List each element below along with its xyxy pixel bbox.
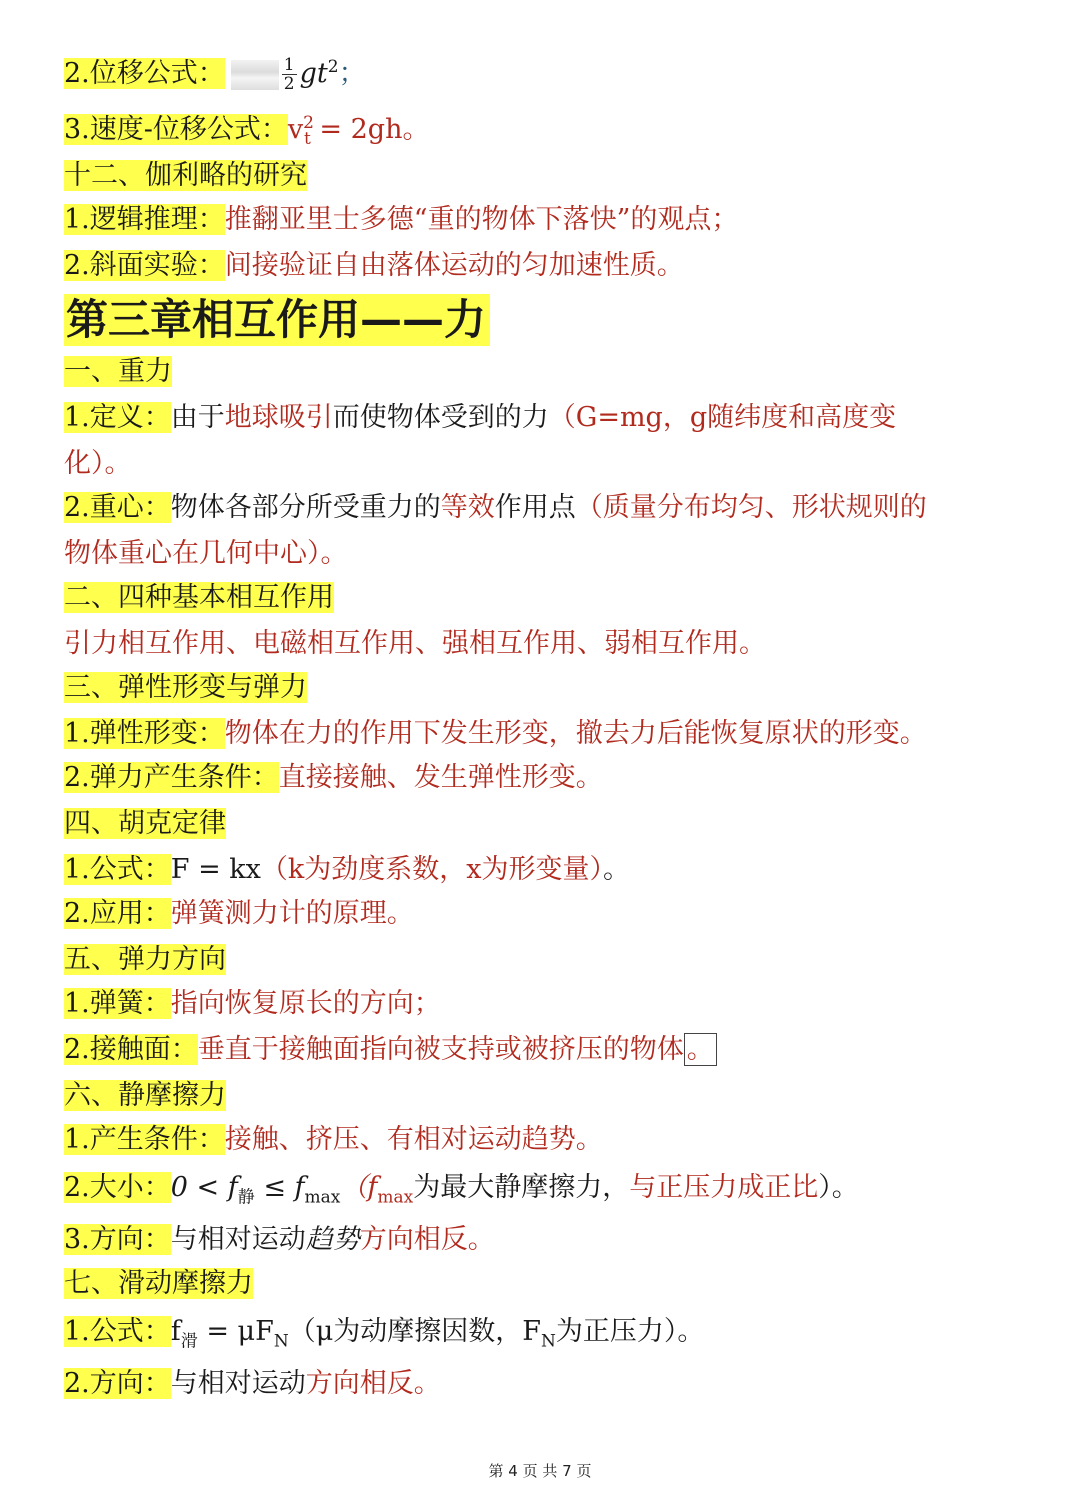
line-static-friction-magnitude: 2.大小：$0 < f_静 \le f_{max}(f_{max}$为最大静摩擦力，与正压力成正比）。 (64, 1172, 859, 1208)
blurred-formula-part (231, 60, 279, 90)
line-center-of-gravity-cont: 物体重心在几何中心）。 (64, 538, 348, 569)
section-heading-galileo: 十二、伽利略的研究 (64, 160, 307, 191)
chapter-title: 第三章相互作用——力 (64, 294, 490, 346)
label: 2.位移公式： (64, 58, 225, 89)
line-velocity-displacement: 3.速度-位移公式：$v^2_t = 2gh$。 (64, 113, 430, 150)
line-displacement-formula: 2.位移公式： $\frac{1}{2}$ $gt^2$； (64, 55, 366, 94)
line-static-friction-direction: 3.方向：与相对运动趋势方向相反。 (64, 1224, 495, 1255)
line-contact-surface-direction: 2.接触面：垂直于接触面指向被支持或被挤压的物体 。 (64, 1030, 717, 1070)
section-heading-hooke: 四、胡克定律 (64, 808, 226, 839)
line-kinetic-friction-formula: 1.公式：$f_滑 = \mu F_N(\mu$为动摩擦因数，$F_N$为正压力）。 (64, 1316, 705, 1352)
section-heading-elastic: 三、弹性形变与弹力 (64, 672, 307, 703)
line-logic-reasoning: 1.逻辑推理：推翻亚里士多德“重的物体下落快”的观点； (64, 204, 739, 235)
line-gravity-definition-cont: 化）。 (64, 448, 132, 479)
fraction: $\frac{1}{2}$ (283, 55, 295, 94)
line-incline-experiment: 2.斜面实验：间接验证自由落体运动的匀加速性质。 (64, 250, 684, 281)
section-heading-kinetic-friction: 七、滑动摩擦力 (64, 1268, 253, 1299)
line-hooke-application: 2.应用：弹簧测力计的原理。 (64, 898, 414, 929)
section-heading-four-interactions: 二、四种基本相互作用 (64, 582, 334, 613)
section-heading-elastic-direction: 五、弹力方向 (64, 944, 226, 975)
line-spring-direction: 1.弹簧：指向恢复原长的方向； (64, 988, 441, 1019)
line-elastic-deformation: 1.弹性形变：物体在力的作用下发生形变，撤去力后能恢复原状的形变。 (64, 718, 927, 749)
line-four-interactions: 引力相互作用、电磁相互作用、强相互作用、弱相互作用。 (64, 628, 766, 659)
line-elastic-condition: 2.弹力产生条件：直接接触、发生弹性形变。 (64, 762, 603, 793)
line-center-of-gravity: 2.重心：物体各部分所受重力的等效作用点（质量分布均匀、形状规则的 (64, 492, 927, 523)
line-gravity-definition: 1.定义：由于地球吸引而使物体受到的力（G=mg，g随纬度和高度变 (64, 402, 897, 433)
section-heading-static-friction: 六、静摩擦力 (64, 1080, 226, 1111)
line-hooke-formula: 1.公式：F = kx（k为劲度系数，x为形变量）。 (64, 854, 630, 885)
section-heading-gravity: 一、重力 (64, 356, 172, 387)
page-footer: 第 4 页 共 7 页 (488, 1462, 592, 1480)
label: 3.速度-位移公式： (64, 114, 288, 145)
boxed-period: 。 (684, 1033, 717, 1066)
line-static-friction-condition: 1.产生条件：接触、挤压、有相对运动趋势。 (64, 1124, 603, 1155)
line-kinetic-friction-direction: 2.方向：与相对运动方向相反。 (64, 1368, 441, 1399)
